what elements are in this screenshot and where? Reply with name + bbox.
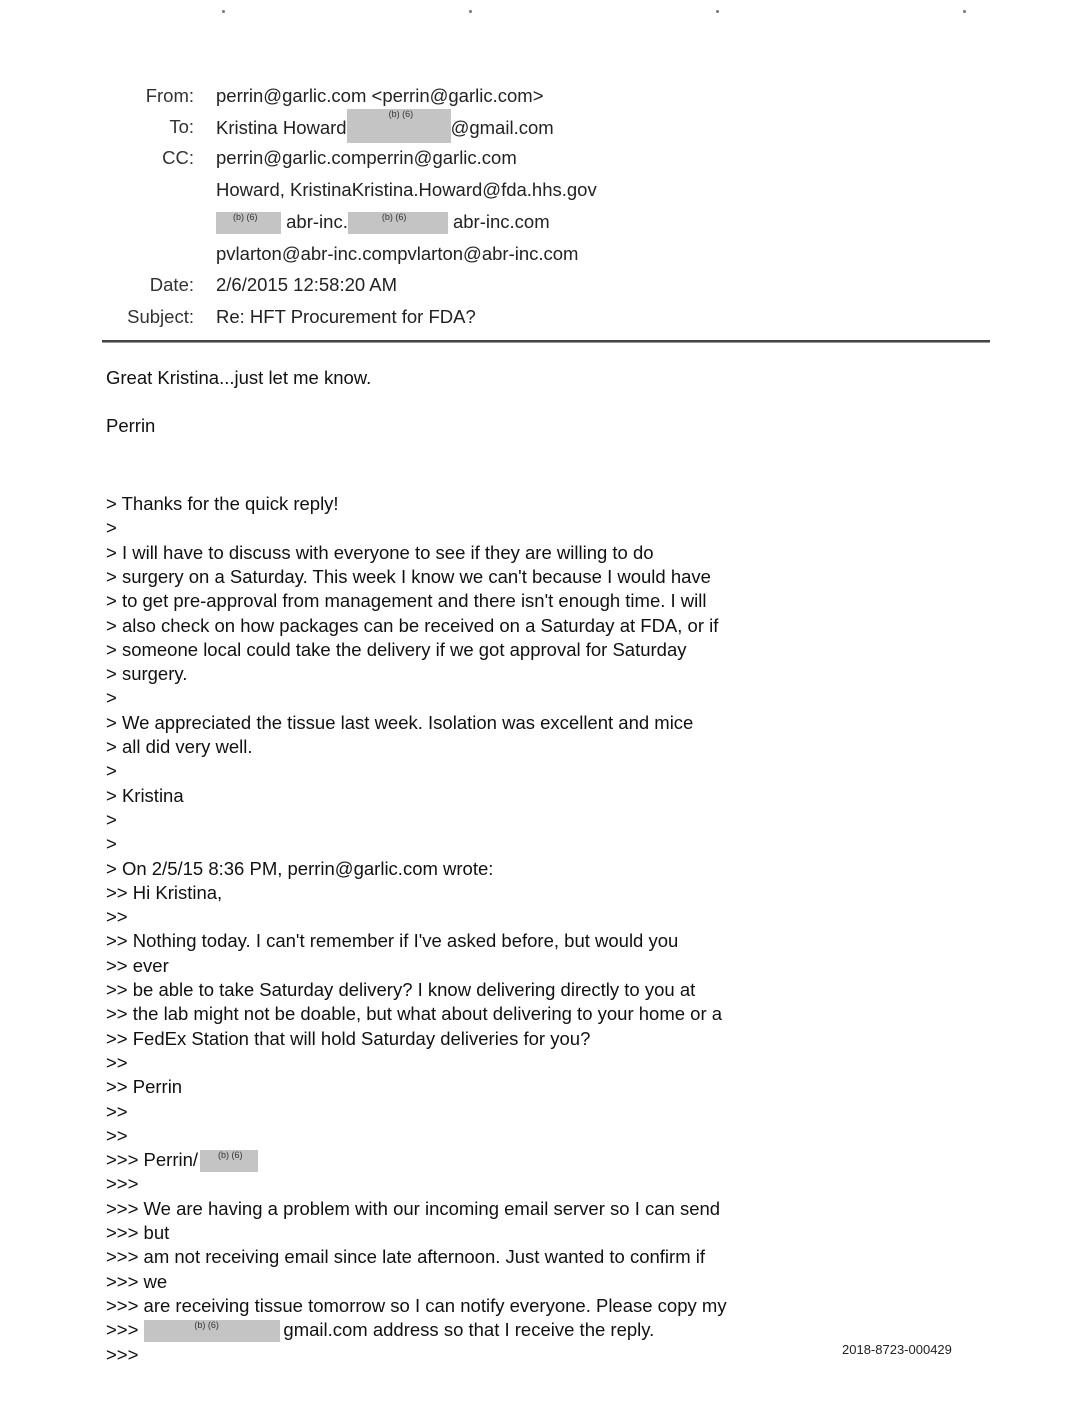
header-to-row — [0, 109, 1088, 139]
scan-artifact — [716, 10, 719, 13]
body-line: > surgery. — [106, 663, 188, 685]
body-line: >>> we — [106, 1270, 168, 1292]
from-value: perrin@garlic.com <perrin@garlic.com> — [216, 85, 544, 106]
body-line: >> — [106, 1100, 128, 1122]
body-line: > We appreciated the tissue last week. Isolation was excellent and mice — [106, 711, 694, 733]
body-line: > — [106, 760, 117, 782]
body-line: > to get pre-approval from management and there isn't enough time. I will — [106, 590, 707, 612]
redaction-box — [144, 1320, 280, 1342]
body-line: >> the lab might not be doable, but what about delivering to your home or a — [106, 1003, 723, 1025]
body-line: > — [106, 808, 117, 830]
to-value — [216, 109, 554, 143]
body-line: >>> but — [106, 1222, 170, 1243]
subject-value: Re: HFT Procurement for FDA? — [216, 306, 476, 327]
header-from-row — [0, 84, 1088, 108]
body-line: >>> — [106, 1173, 139, 1195]
body-line: >> Perrin — [106, 1076, 183, 1098]
cc-value-2: Howard, KristinaKristina.Howard@fda.hhs.gov — [216, 179, 597, 200]
body-line: >> ever — [106, 954, 169, 976]
body-line: >> be able to take Saturday delivery? I know delivering directly to you at — [106, 979, 696, 1000]
header-cc-row-3 — [0, 210, 1088, 234]
cc-redacted-part2: abr-inc.com — [452, 211, 550, 232]
to-label: To: — [169, 116, 194, 137]
date-label: Date: — [149, 274, 194, 295]
body-line: > also check on how packages can be received on a Saturday at FDA, or if — [106, 614, 719, 636]
scan-artifact — [469, 10, 472, 13]
bates-number: 2018-8723-000429 — [842, 1342, 952, 1357]
body-line: > I will have to discuss with everyone to see if they are willing to do — [106, 541, 654, 563]
body-line: > all did very well. — [106, 736, 253, 757]
body-line: >>> (b) (6) gmail.com address so that I receive the reply. — [106, 1318, 654, 1342]
body-line: > Kristina — [106, 784, 184, 806]
redacted-address-suffix: gmail.com address so that I receive the reply. — [283, 1319, 655, 1341]
header-cc-row-4 — [0, 242, 1088, 266]
body-line: >>> — [106, 1343, 139, 1365]
redaction-box — [216, 212, 281, 234]
cc-label: CC: — [162, 147, 194, 168]
body-line: >> FedEx Station that will hold Saturday deliveries for you? — [106, 1027, 591, 1049]
body-line: >>> am not receiving email since late afternoon. Just wanted to confirm if — [106, 1246, 705, 1268]
body-line: >> Nothing today. I can't remember if I've asked before, but would you — [106, 930, 679, 952]
redaction-code: (b) (6) — [233, 212, 258, 223]
cc-value-4: pvlarton@abr-inc.compvlarton@abr-inc.com — [216, 243, 579, 264]
body-line: > — [106, 517, 117, 539]
redaction-code: (b) (6) — [194, 1320, 219, 1331]
body-line: > — [106, 687, 117, 709]
cc-redacted-part1: abr-inc. — [286, 211, 348, 232]
to-domain: @gmail.com — [450, 116, 554, 138]
from-label: From: — [145, 85, 194, 106]
scan-artifact — [963, 10, 966, 13]
scan-artifact — [222, 10, 225, 13]
body-line: > — [106, 833, 117, 855]
cc-value-1: perrin@garlic.comperrin@garlic.com — [216, 147, 517, 168]
header-cc-row — [0, 146, 1088, 170]
header-cc-row-2 — [0, 178, 1088, 202]
body-line: > someone local could take the delivery if we got approval for Saturday — [106, 638, 687, 660]
body-line: > surgery on a Saturday. This week I know we can't because I would have — [106, 565, 711, 587]
redaction-box — [348, 212, 448, 234]
header-subject-row — [0, 305, 1088, 329]
redaction-code: (b) (6) — [218, 1150, 243, 1161]
body-line: Perrin — [106, 415, 156, 436]
body-line: > On 2/5/15 8:36 PM, perrin@garlic.com wrote: — [106, 857, 494, 879]
to-name: Kristina Howard — [216, 116, 347, 138]
body-line: Great Kristina...just let me know. — [106, 367, 372, 388]
redaction-box — [347, 109, 451, 143]
cc-value-3 — [216, 210, 550, 234]
body-line: >>> are receiving tissue tomorrow so I can notify everyone. Please copy my — [106, 1294, 727, 1316]
redaction-code: (b) (6) — [381, 212, 407, 223]
redaction-box — [200, 1150, 258, 1172]
body-line: >> Hi Kristina, — [106, 881, 223, 903]
date-value: 2/6/2015 12:58:20 AM — [216, 274, 398, 295]
subject-label: Subject: — [127, 306, 194, 327]
header-divider — [102, 340, 990, 343]
body-line: > Thanks for the quick reply! — [106, 493, 339, 514]
body-line: >> — [106, 906, 128, 928]
body-line: >> — [106, 1051, 128, 1073]
body-line: >>> Perrin/ (b) (6) — [106, 1148, 258, 1172]
body-line: >>> We are having a problem with our incoming email server so I can send — [106, 1197, 721, 1219]
redaction-code: (b) (6) — [388, 109, 414, 119]
body-line: >> — [106, 1124, 128, 1146]
header-date-row — [0, 273, 1088, 297]
